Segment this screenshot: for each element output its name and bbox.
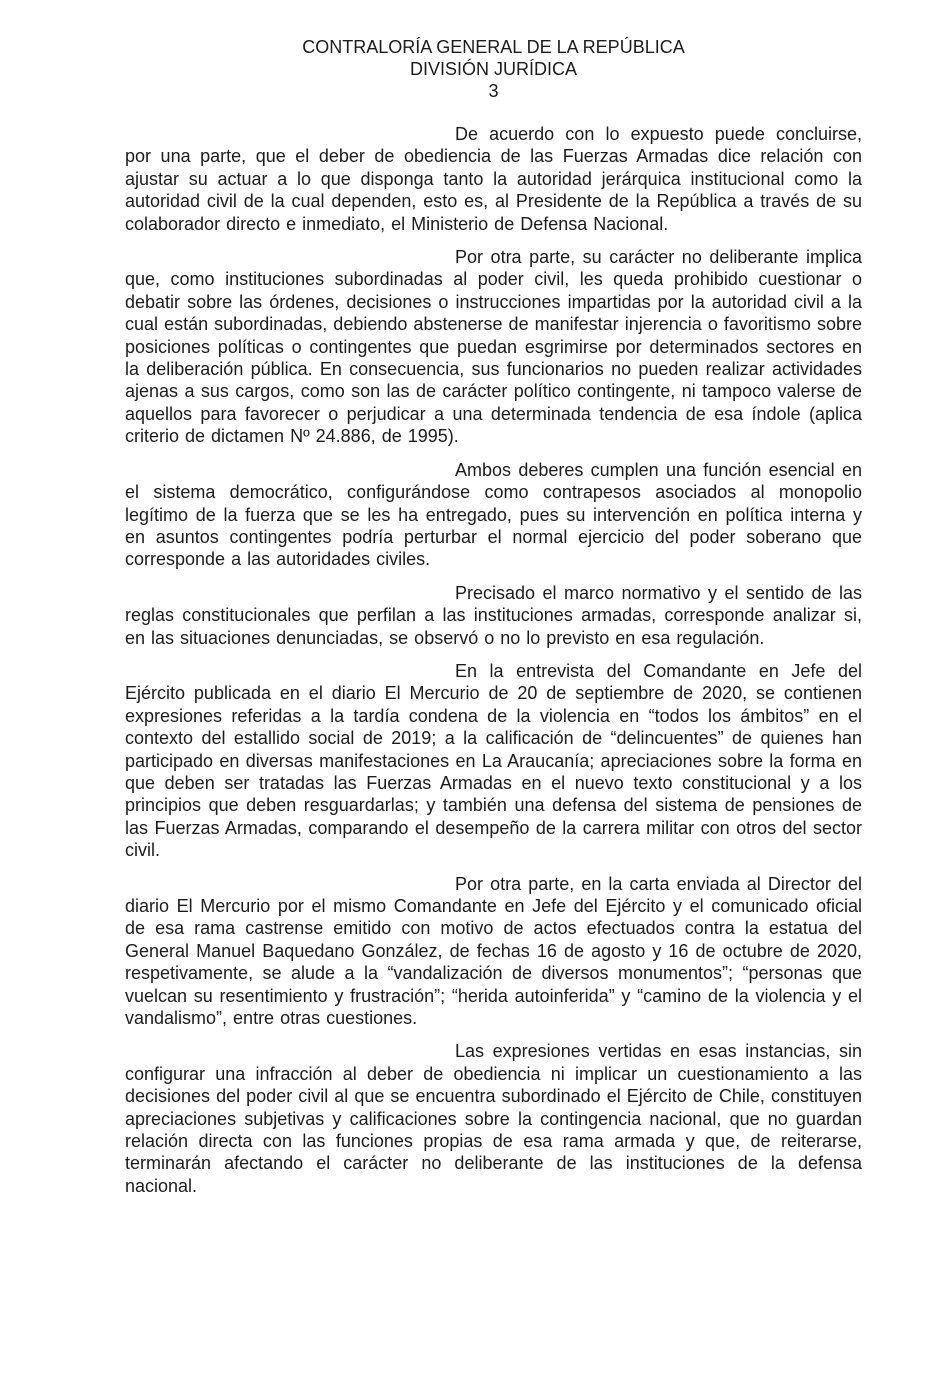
paragraph-marco-normativo: Precisado el marco normativo y el sentido de las reglas constitucionales que perfilan a las instituciones armadas, corresponde analizar si, en las situaciones denunciadas, se observó o no lo previsto en esa regulación.: [125, 582, 862, 648]
document-body: [125, 123, 862, 1197]
header-institution-name: CONTRALORÍA GENERAL DE LA REPÚBLICA: [302, 37, 685, 57]
page-number: 3: [488, 81, 499, 101]
document-header: [125, 36, 862, 102]
paragraph-carta-director: Por otra parte, en la carta enviada al Director del diario El Mercurio por el mismo Comandante en Jefe del Ejército y el comunicado oficial de esa rama castrense emitido con motivo de actos efectuados contra la estatua del General Manuel Baquedano González, de fechas 16 de agosto y 16 de octubre de 2020, respetivamente, se alude a la “vandalización de diversos monumentos”; “personas que vuelcan su resentimiento y frustración”; “herida autoinferida” y “camino de la violencia y el vandalismo”, entre otras cuestiones.: [125, 873, 862, 1029]
header-division-name: DIVISIÓN JURÍDICA: [409, 59, 578, 79]
paragraph-expresiones-vertidas: Las expresiones vertidas en esas instancias, sin configurar una infracción al deber de obediencia ni implicar un cuestionamiento a las decisiones del poder civil al que se encuentra subordinado el Ejército de Chile, constituyen apreciaciones subjetivas y calificaciones sobre la contingencia nacional, que no guardan relación directa con las funciones propias de esa rama armada y que, de reiterarse, terminarán afectando el carácter no deliberante de las instituciones de la defensa nacional.: [125, 1041, 862, 1196]
paragraph-ambos-deberes: Ambos deberes cumplen una función esencial en el sistema democrático, configurándose como contrapesos asociados al monopolio legítimo de la fuerza que se les ha entregado, pues su intervención en política interna y en asuntos contingentes podría perturbar el normal ejercicio del poder soberano que corresponde a las autoridades civiles.: [125, 459, 862, 570]
paragraph-entrevista-comandante: En la entrevista del Comandante en Jefe del Ejército publicada en el diario El Mercurio de 20 de septiembre de 2020, se contienen expresiones referidas a la tardía condena de la violencia en “todos los ámbitos” en el contexto del estallido social de 2019; a la calificación de “delincuentes” de quienes han participado en diversas manifestaciones en La Araucanía; apreciaciones sobre la forma en que deben ser tratadas las Fuerzas Armadas en el nuevo texto constitucional y a los principios que deben resguardarlas; y también una defensa del sistema de pensiones de las Fuerzas Armadas, comparando el desempeño de la carrera militar con otros del sector civil.: [125, 660, 862, 861]
paragraph-deber-obediencia: De acuerdo con lo expuesto puede concluirse, por una parte, que el deber de obediencia de las Fuerzas Armadas dice relación con ajustar su actuar a lo que disponga tanto la autoridad jerárquica institucional como la autoridad civil de la cual dependen, esto es, al Presidente de la República a través de su colaborador directo e inmediato, el Ministerio de Defensa Nacional.: [125, 124, 862, 234]
paragraph-caracter-no-deliberante: Por otra parte, su carácter no deliberante implica que, como instituciones subordinadas al poder civil, les queda prohibido cuestionar o debatir sobre las órdenes, decisiones o instrucciones impartidas por la autoridad civil a la cual están subordinadas, debiendo abstenerse de manifestar injerencia o favoritismo sobre posiciones políticas o contingentes que puedan esgrimirse por determinados sectores en la deliberación pública. En consecuencia, sus funcionarios no pueden realizar actividades ajenas a sus cargos, como son las de carácter político contingente, ni tampoco valerse de aquellos para favorecer o perjudicar a una determinada tendencia de esa índole (aplica criterio de dictamen Nº 24.886, de 1995).: [125, 247, 862, 447]
